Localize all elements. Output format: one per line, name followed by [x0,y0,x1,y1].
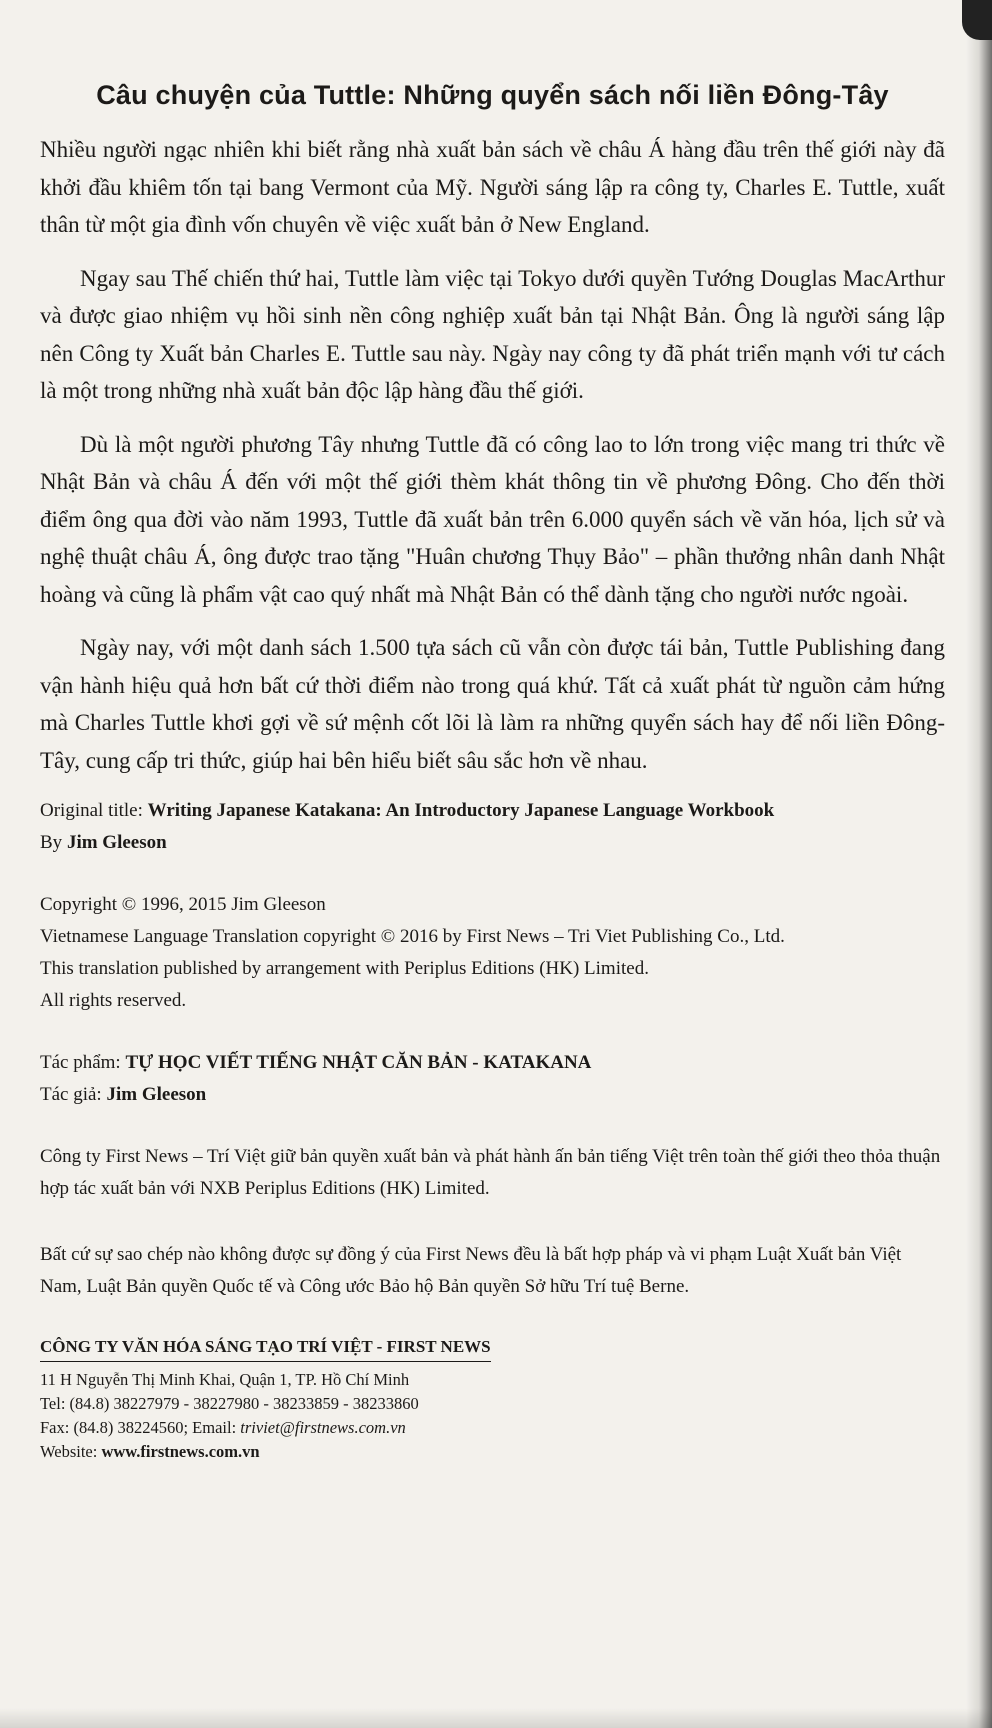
website-label: Website: [40,1442,102,1461]
rights-notice: Công ty First News – Trí Việt giữ bản quyền xuất bản và phát hành ấn bản tiếng Việt trên toàn thế giới theo thỏa thuận hợp tác xuất bản với NXB Periplus Editions (HK) Limited. [40,1146,941,1199]
story-paragraph: Nhiều người ngạc nhiên khi biết rằng nhà xuất bản sách về châu Á hàng đầu trên thế giới này đã khởi đầu khiêm tốn tại bang Vermont của Mỹ. Người sáng lập ra công ty, Charles E. Tuttle, xuất thân từ một gia đình vốn chuyên về việc xuất bản ở New England. [40,137,945,237]
page-corner [962,0,992,40]
author-value: Jim Gleeson [106,1084,207,1105]
work-label: Tác phẩm: [40,1052,126,1073]
copyright-line: All rights reserved. [40,990,187,1011]
original-title-value: Writing Japanese Katakana: An Introductory Japanese Language Workbook [147,800,775,821]
story-paragraph: Ngày nay, với một danh sách 1.500 tựa sách cũ vẫn còn được tái bản, Tuttle Publishing đang vận hành hiệu quả hơn bất cứ thời điểm nào trong quá khứ. Tất cả xuất phát từ nguồn cảm hứng mà Charles Tuttle khơi gợi về sứ mệnh cốt lõi là làm ra những quyển sách hay để nối liền Đông-Tây, cung cấp tri thức, giúp hai bên hiểu biết sâu sắc hơn về nhau. [40,635,945,773]
legal-notice: Bất cứ sự sao chép nào không được sự đồng ý của First News đều là bất hợp pháp và vi phạm Luật Xuất bản Việt Nam, Luật Bản quyền Quốc tế và Công ước Bảo hộ Bản quyền Sở hữu Trí tuệ Berne. [40,1244,902,1297]
work-block [40,1047,945,1111]
copyright-line: This translation published by arrangement with Periplus Editions (HK) Limited. [40,958,649,979]
page-bottom-shadow [0,1708,992,1728]
original-title-block [40,795,945,859]
company-tel: Tel: (84.8) 38227979 - 38227980 - 38233859 - 38233860 [40,1394,419,1413]
company-info [40,1337,945,1464]
page-content [40,80,945,1464]
copyright-line: Vietnamese Language Translation copyright © 2016 by First News – Tri Viet Publishing Co., Ltd. [40,926,785,947]
website-link[interactable]: www.firstnews.com.vn [101,1442,260,1461]
by-value: Jim Gleeson [66,832,167,853]
page-title: Câu chuyện của Tuttle: Những quyển sách nối liền Đông-Tây [96,80,889,110]
company-website [40,1440,945,1464]
company-name: CÔNG TY VĂN HÓA SÁNG TẠO TRÍ VIỆT - FIRST NEWS [40,1337,491,1362]
story-paragraph: Ngay sau Thế chiến thứ hai, Tuttle làm việc tại Tokyo dưới quyền Tướng Douglas MacArthur và được giao nhiệm vụ hồi sinh nền công nghiệp xuất bản tại Nhật Bản. Ông là người sáng lập nên Công ty Xuất bản Charles E. Tuttle sau này. Ngày nay công ty đã phát triển mạnh với tư cách là một trong những nhà xuất bản độc lập hàng đầu thế giới. [40,265,945,403]
work-value: TỰ HỌC VIẾT TIẾNG NHẬT CĂN BẢN - KATAKANA [125,1052,592,1073]
original-title-label: Original title: [40,800,148,821]
by-label: By [40,832,67,853]
email-link[interactable]: triviet@firstnews.com.vn [240,1418,406,1437]
copyright-line: Copyright © 1996, 2015 Jim Gleeson [40,894,326,915]
credits-section [40,795,945,1303]
story-paragraph: Dù là một người phương Tây nhưng Tuttle đã có công lao to lớn trong việc mang tri thức về Nhật Bản và châu Á đến với một thế giới thèm khát thông tin về phương Đông. Cho đến thời điểm ông qua đời vào năm 1993, Tuttle đã xuất bản trên 6.000 quyển sách về văn hóa, lịch sử và nghệ thuật châu Á, ông được trao tặng "Huân chương Thụy Bảo" – phần thưởng nhân danh Nhật hoàng và cũng là phẩm vật cao quý nhất mà Nhật Bản có thể dành tặng cho người nước ngoài. [40,431,945,607]
fax-label: Fax: (84.8) 38224560; Email: [40,1418,241,1437]
company-address: 11 H Nguyễn Thị Minh Khai, Quận 1, TP. Hồ Chí Minh [40,1370,410,1389]
page-edge-shadow [966,0,992,1728]
company-fax-email [40,1416,945,1440]
story-section [40,131,945,779]
author-label: Tác giả: [40,1084,107,1105]
copyright-block [40,889,945,1017]
